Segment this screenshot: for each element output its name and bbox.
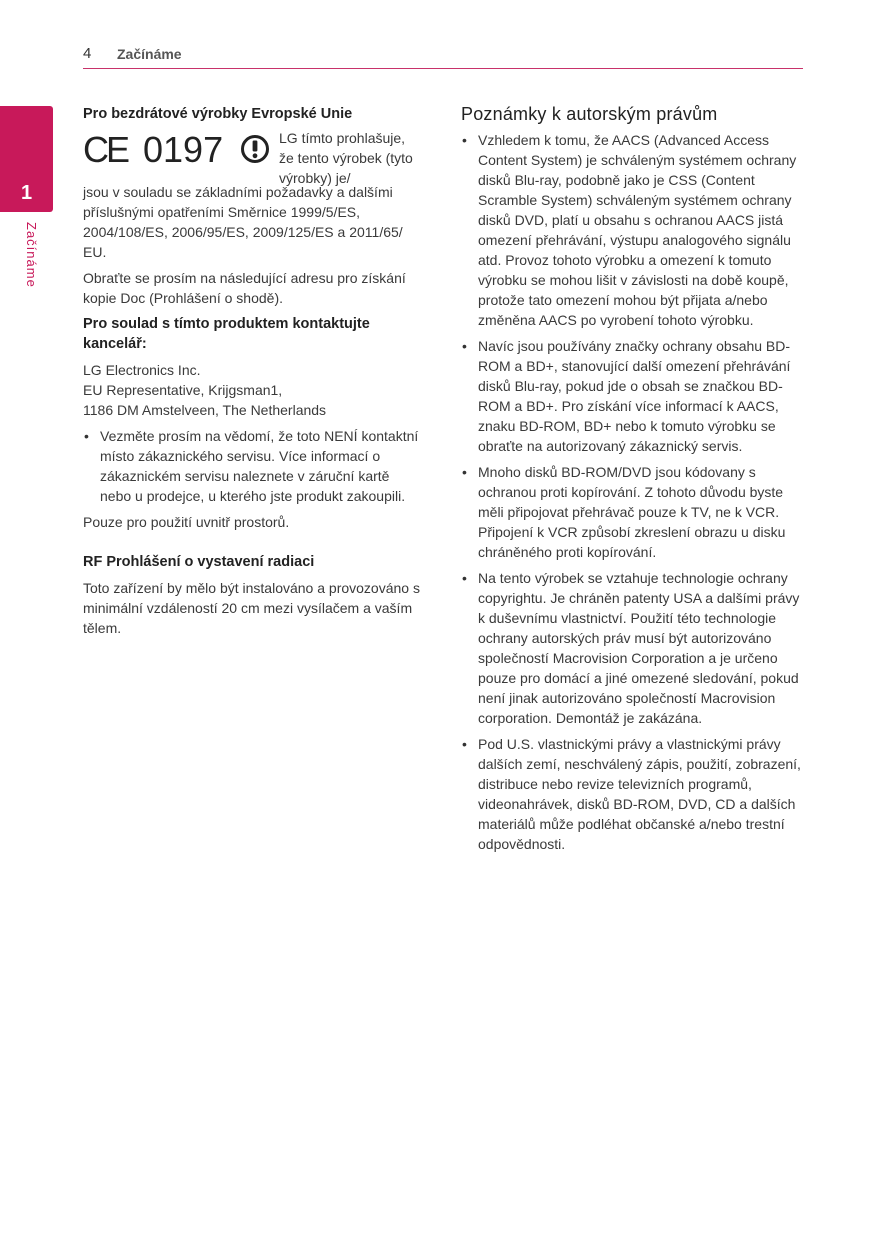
ce-notified-body-number: 0197 — [143, 129, 224, 170]
address-line: EU Representative, Krijgsman1, — [83, 382, 283, 398]
address-line: LG Electronics Inc. — [83, 362, 201, 378]
right-column — [461, 104, 803, 860]
copyright-notes-list — [461, 130, 803, 854]
chapter-tab-label: Začínáme — [24, 222, 39, 288]
chapter-number: 1 — [20, 182, 33, 204]
notice-list — [83, 426, 423, 506]
left-column — [83, 104, 423, 638]
doc-request-text: Obraťte se prosím na následující adresu pro získání kopie Doc (Prohlášení o shodě). — [83, 270, 406, 306]
ce-declaration — [83, 129, 423, 186]
section-title: Začínáme — [117, 46, 182, 62]
list-item: • Vzhledem k tomu, že AACS (Advanced Access Content System) je schváleným systémem ochrany disků Blu-ray, podobně jako je CSS (Content Scramble System) schváleným systémem ochrany disků DVD, platí u obsahu s ochranou AACS jistá omezení přehrávání, výstupu analogového signálu atd. Provoz tohoto výrobku a omezení k tomuto výrobku se mohou lišit v závislosti na době koupě, protože tato omezení mohou být přijata a/nebo změněna AACS po vyrobení tohoto výrobku. — [461, 130, 803, 330]
header-divider — [83, 68, 803, 69]
rf-heading: RF Prohlášení o vystavení radiaci — [83, 554, 315, 570]
indoor-use-text: Pouze pro použití uvnitř prostorů. — [83, 514, 290, 530]
alert-circle-icon — [240, 134, 270, 164]
chapter-tab — [0, 106, 53, 212]
list-item: • Vezměte prosím na vědomí, že toto NENÍ kontaktní místo zákaznického servisu. Více informací o zákaznickém servisu naleznete v záruční kartě nebo u prodejce, u kterého jste produkt zakoupili. — [83, 426, 423, 506]
list-item: • Na tento výrobek se vztahuje technologie ochrany copyrightu. Je chráněn patenty USA a dalšími právy k duševnímu vlastnictví. Použití této technologie ochrany autorských práv musí být autorizováno společností Macrovision Corporation a je určeno pouze pro domácí a jiné omezené sledování, pokud není jinak autorizováno společností Macrovision corporation. Demontáž je zakázána. — [461, 568, 803, 728]
copyright-heading: Poznámky k autorským právům — [461, 104, 718, 124]
contact-address — [83, 360, 423, 420]
eu-heading: Pro bezdrátové výrobky Evropské Unie — [83, 106, 353, 122]
page-number: 4 — [83, 45, 92, 62]
list-item: • Pod U.S. vlastnickými právy a vlastnickými právy dalších zemí, neschválený zápis, použití, zobrazení, distribuce nebo revize televizních programů, videonahrávek, disků BD-ROM, DVD, CD a dalších materiálů může podléhat občanské a/nebo trestní odpovědnosti. — [461, 734, 803, 854]
page-header — [83, 44, 803, 70]
address-line: 1186 DM Amstelveen, The Netherlands — [83, 402, 327, 418]
list-item: • Navíc jsou používány značky ochrany obsahu BD-ROM a BD+, stanovující další omezení přehrávání disků Blu-ray, pokud jde o obsah se značkou BD-ROM a BD+. Pro získání více informací k AACS, znaku BD-ROM, BD+ nebo k tomuto výrobku se obraťte na autorizovaný zákaznický servis. — [461, 336, 803, 456]
ce-declaration-continued: jsou v souladu se základními požadavky a dalšími příslušnými opatřeními Směrnice 1999/5/ES, 2004/108/ES, 2006/95/ES, 2009/125/ES a 2011/65/ EU. — [83, 184, 403, 260]
rf-text: Toto zařízení by mělo být instalováno a provozováno s minimální vzdáleností 20 cm mezi vysílačem a vaším tělem. — [83, 580, 420, 636]
list-item: • Mnoho disků BD-ROM/DVD jsou kódovany s ochranou proti kopírování. Z tohoto důvodu byste měli připojovat přehrávač pouze k TV, ne k VCR. Připojení k VCR způsobí zkreslení obrazu u disku chráněného proti kopírování. — [461, 462, 803, 562]
ce-declaration-text: LG tímto prohlašuje, že tento výrobek (tyto výrobky) je/ — [279, 130, 413, 186]
ce-mark: CE — [83, 129, 128, 170]
contact-heading: Pro soulad s tímto produktem kontaktujte kancelář: — [83, 316, 370, 352]
